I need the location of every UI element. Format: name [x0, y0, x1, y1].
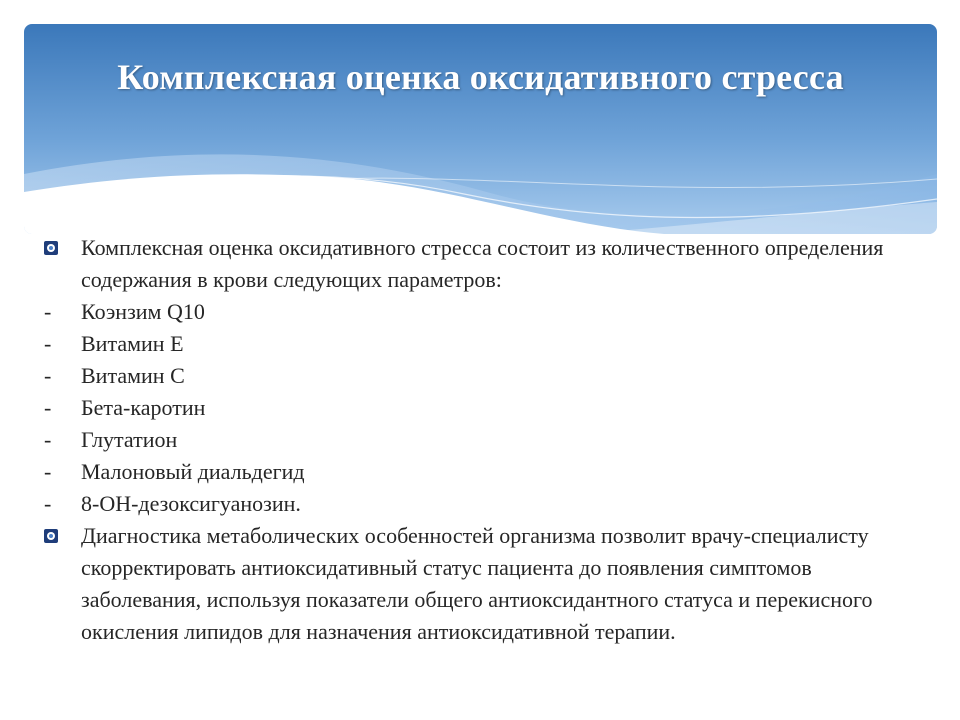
intro-list-item [44, 232, 924, 296]
dash-marker: - [44, 363, 52, 388]
parameter-item [44, 328, 924, 360]
parameter-item [44, 424, 924, 456]
parameter-item [44, 392, 924, 424]
conclusion-list-item [44, 520, 924, 648]
square-bullet-icon [44, 241, 58, 255]
parameter-label: 8-ОН-дезоксигуанозин. [81, 491, 301, 516]
parameter-label: Глутатион [81, 427, 178, 452]
parameter-label: Бета-каротин [81, 395, 206, 420]
dash-marker: - [44, 331, 52, 356]
parameter-label: Витамин С [81, 363, 185, 388]
dash-marker: - [44, 395, 52, 420]
dash-marker: - [44, 459, 52, 484]
parameter-label: Малоновый диальдегид [81, 459, 305, 484]
dash-marker: - [44, 491, 52, 516]
dash-marker: - [44, 427, 52, 452]
parameter-item [44, 456, 924, 488]
dash-marker: - [44, 299, 52, 324]
square-bullet-icon [44, 529, 58, 543]
parameter-item [44, 488, 924, 520]
slide-title: Комплексная оценка оксидативного стресса [117, 57, 844, 97]
conclusion-text: Диагностика метаболических особенностей организма позволит врачу-специалисту скорректировать антиоксидативный статус пациента до появления симптомов заболевания, используя показатели общего антиоксидантного статуса и перекисного окисления липидов для назначения антиоксидативной терапии. [81, 523, 873, 644]
intro-text: Комплексная оценка оксидативного стресса состоит из количественного определения содержания в крови следующих параметров: [81, 235, 884, 292]
parameter-item [44, 360, 924, 392]
slide-body [44, 232, 924, 648]
parameter-item [44, 296, 924, 328]
parameter-label: Коэнзим Q10 [81, 299, 205, 324]
parameter-label: Витамин Е [81, 331, 184, 356]
